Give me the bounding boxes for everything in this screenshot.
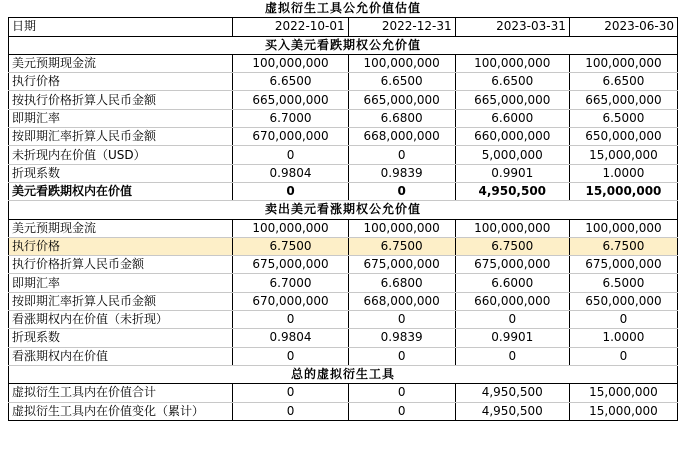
cell-value: 100,000,000: [233, 219, 348, 237]
cell-value: 0: [348, 311, 455, 329]
valuation-table: [8, 0, 678, 421]
row-label: 执行价格: [9, 237, 233, 255]
table-row: [9, 54, 678, 72]
cell-value: 1.0000: [569, 329, 677, 347]
cell-value: 6.6500: [233, 73, 348, 91]
cell-value: 6.6500: [348, 73, 455, 91]
cell-value: 665,000,000: [455, 91, 569, 109]
cell-value: 0: [233, 311, 348, 329]
cell-value: 665,000,000: [348, 91, 455, 109]
section-title: 卖出美元看涨期权公允价值: [9, 201, 678, 219]
cell-value: 0.9901: [455, 329, 569, 347]
row-label: 按执行价格折算人民币金额: [9, 91, 233, 109]
table-row: [9, 274, 678, 292]
cell-value: 675,000,000: [455, 256, 569, 274]
table-row-highlighted: [9, 237, 678, 255]
table-row: [9, 256, 678, 274]
sheet-title: 虚拟衍生工具公允价值估值: [264, 1, 421, 16]
section-title: 总的虚拟衍生工具: [9, 365, 678, 383]
cell-value: 0.9901: [455, 164, 569, 182]
table-row-total: [9, 182, 678, 200]
cell-value: 660,000,000: [455, 292, 569, 310]
cell-value: 6.7000: [233, 109, 348, 127]
cell-value: 100,000,000: [569, 219, 677, 237]
cell-value: 650,000,000: [569, 128, 677, 146]
cell-value: 100,000,000: [348, 54, 455, 72]
cell-value: 100,000,000: [233, 54, 348, 72]
cell-value: 660,000,000: [455, 128, 569, 146]
cell-value: 0: [569, 347, 677, 365]
cell-value: 6.7500: [348, 237, 455, 255]
date-col-4: 2023-06-30: [569, 18, 677, 36]
cell-value: 668,000,000: [348, 292, 455, 310]
table-row: [9, 219, 678, 237]
section-call-header: [9, 201, 678, 219]
row-label: 执行价格: [9, 73, 233, 91]
date-col-3: 2023-03-31: [455, 18, 569, 36]
cell-value: 0: [348, 402, 455, 420]
table-row: [9, 384, 678, 402]
table-row: [9, 347, 678, 365]
cell-value: 670,000,000: [233, 128, 348, 146]
cell-value: 6.7500: [455, 237, 569, 255]
cell-value: 6.6000: [455, 109, 569, 127]
row-label: 按即期汇率折算人民币金额: [9, 292, 233, 310]
cell-value: 6.6500: [569, 73, 677, 91]
cell-value: 4,950,500: [455, 384, 569, 402]
cell-value: 650,000,000: [569, 292, 677, 310]
row-label: 折现系数: [9, 329, 233, 347]
row-label: 即期汇率: [9, 109, 233, 127]
title-row: [9, 0, 678, 18]
date-header-row: [9, 18, 678, 36]
cell-value: 6.7500: [569, 237, 677, 255]
row-label: 虚拟衍生工具内在价值变化（累计）: [9, 402, 233, 420]
section-put-header: [9, 36, 678, 54]
row-label: 即期汇率: [9, 274, 233, 292]
cell-value: 0: [233, 347, 348, 365]
row-label: 美元看跌期权内在价值: [9, 182, 233, 200]
row-label: 虚拟衍生工具内在价值合计: [9, 384, 233, 402]
section-title: 买入美元看跌期权公允价值: [9, 36, 678, 54]
cell-value: 670,000,000: [233, 292, 348, 310]
cell-value: 0: [348, 347, 455, 365]
cell-value: 675,000,000: [348, 256, 455, 274]
table-row: [9, 73, 678, 91]
row-label: 执行价格折算人民币金额: [9, 256, 233, 274]
cell-value: 665,000,000: [569, 91, 677, 109]
cell-value: 15,000,000: [569, 402, 677, 420]
cell-value: 15,000,000: [569, 384, 677, 402]
cell-value: 0: [348, 384, 455, 402]
table-row: [9, 402, 678, 420]
cell-value: 0: [348, 146, 455, 164]
cell-value: 6.6000: [455, 274, 569, 292]
cell-value: 5,000,000: [455, 146, 569, 164]
table-row: [9, 292, 678, 310]
cell-value: 6.6500: [455, 73, 569, 91]
row-label: 折现系数: [9, 164, 233, 182]
cell-value: 0.9839: [348, 329, 455, 347]
cell-value: 0: [233, 146, 348, 164]
table-row: [9, 91, 678, 109]
cell-value: 100,000,000: [455, 219, 569, 237]
cell-value: 665,000,000: [233, 91, 348, 109]
cell-value: 6.6800: [348, 274, 455, 292]
cell-value: 0.9804: [233, 329, 348, 347]
date-col-2: 2022-12-31: [348, 18, 455, 36]
cell-value: 6.5000: [569, 109, 677, 127]
row-label: 美元预期现金流: [9, 54, 233, 72]
cell-value: 668,000,000: [348, 128, 455, 146]
cell-value: 675,000,000: [233, 256, 348, 274]
table-row: [9, 146, 678, 164]
cell-value: 100,000,000: [348, 219, 455, 237]
cell-value: 0: [233, 402, 348, 420]
cell-value: 6.5000: [569, 274, 677, 292]
cell-value: 0: [569, 311, 677, 329]
cell-value: 6.6800: [348, 109, 455, 127]
row-label: 美元预期现金流: [9, 219, 233, 237]
cell-value: 675,000,000: [569, 256, 677, 274]
cell-value: 4,950,500: [455, 182, 569, 200]
table-row: [9, 128, 678, 146]
table-row: [9, 311, 678, 329]
cell-value: 0.9839: [348, 164, 455, 182]
cell-value: 0: [233, 384, 348, 402]
cell-value: 100,000,000: [569, 54, 677, 72]
cell-value: 0: [348, 182, 455, 200]
row-label: 看涨期权内在价值（未折现）: [9, 311, 233, 329]
row-label: 未折现内在价值（USD）: [9, 146, 233, 164]
cell-value: 0: [233, 182, 348, 200]
table-row: [9, 109, 678, 127]
table-row: [9, 164, 678, 182]
cell-value: 6.7500: [233, 237, 348, 255]
cell-value: 15,000,000: [569, 182, 677, 200]
table-row: [9, 329, 678, 347]
row-label: 看涨期权内在价值: [9, 347, 233, 365]
cell-value: 4,950,500: [455, 402, 569, 420]
cell-value: 0: [455, 311, 569, 329]
section-total-header: [9, 365, 678, 383]
cell-value: 0.9804: [233, 164, 348, 182]
date-col-1: 2022-10-01: [233, 18, 348, 36]
date-label: 日期: [9, 18, 233, 36]
cell-value: 15,000,000: [569, 146, 677, 164]
cell-value: 100,000,000: [455, 54, 569, 72]
cell-value: 6.7000: [233, 274, 348, 292]
row-label: 按即期汇率折算人民币金额: [9, 128, 233, 146]
cell-value: 1.0000: [569, 164, 677, 182]
cell-value: 0: [455, 347, 569, 365]
